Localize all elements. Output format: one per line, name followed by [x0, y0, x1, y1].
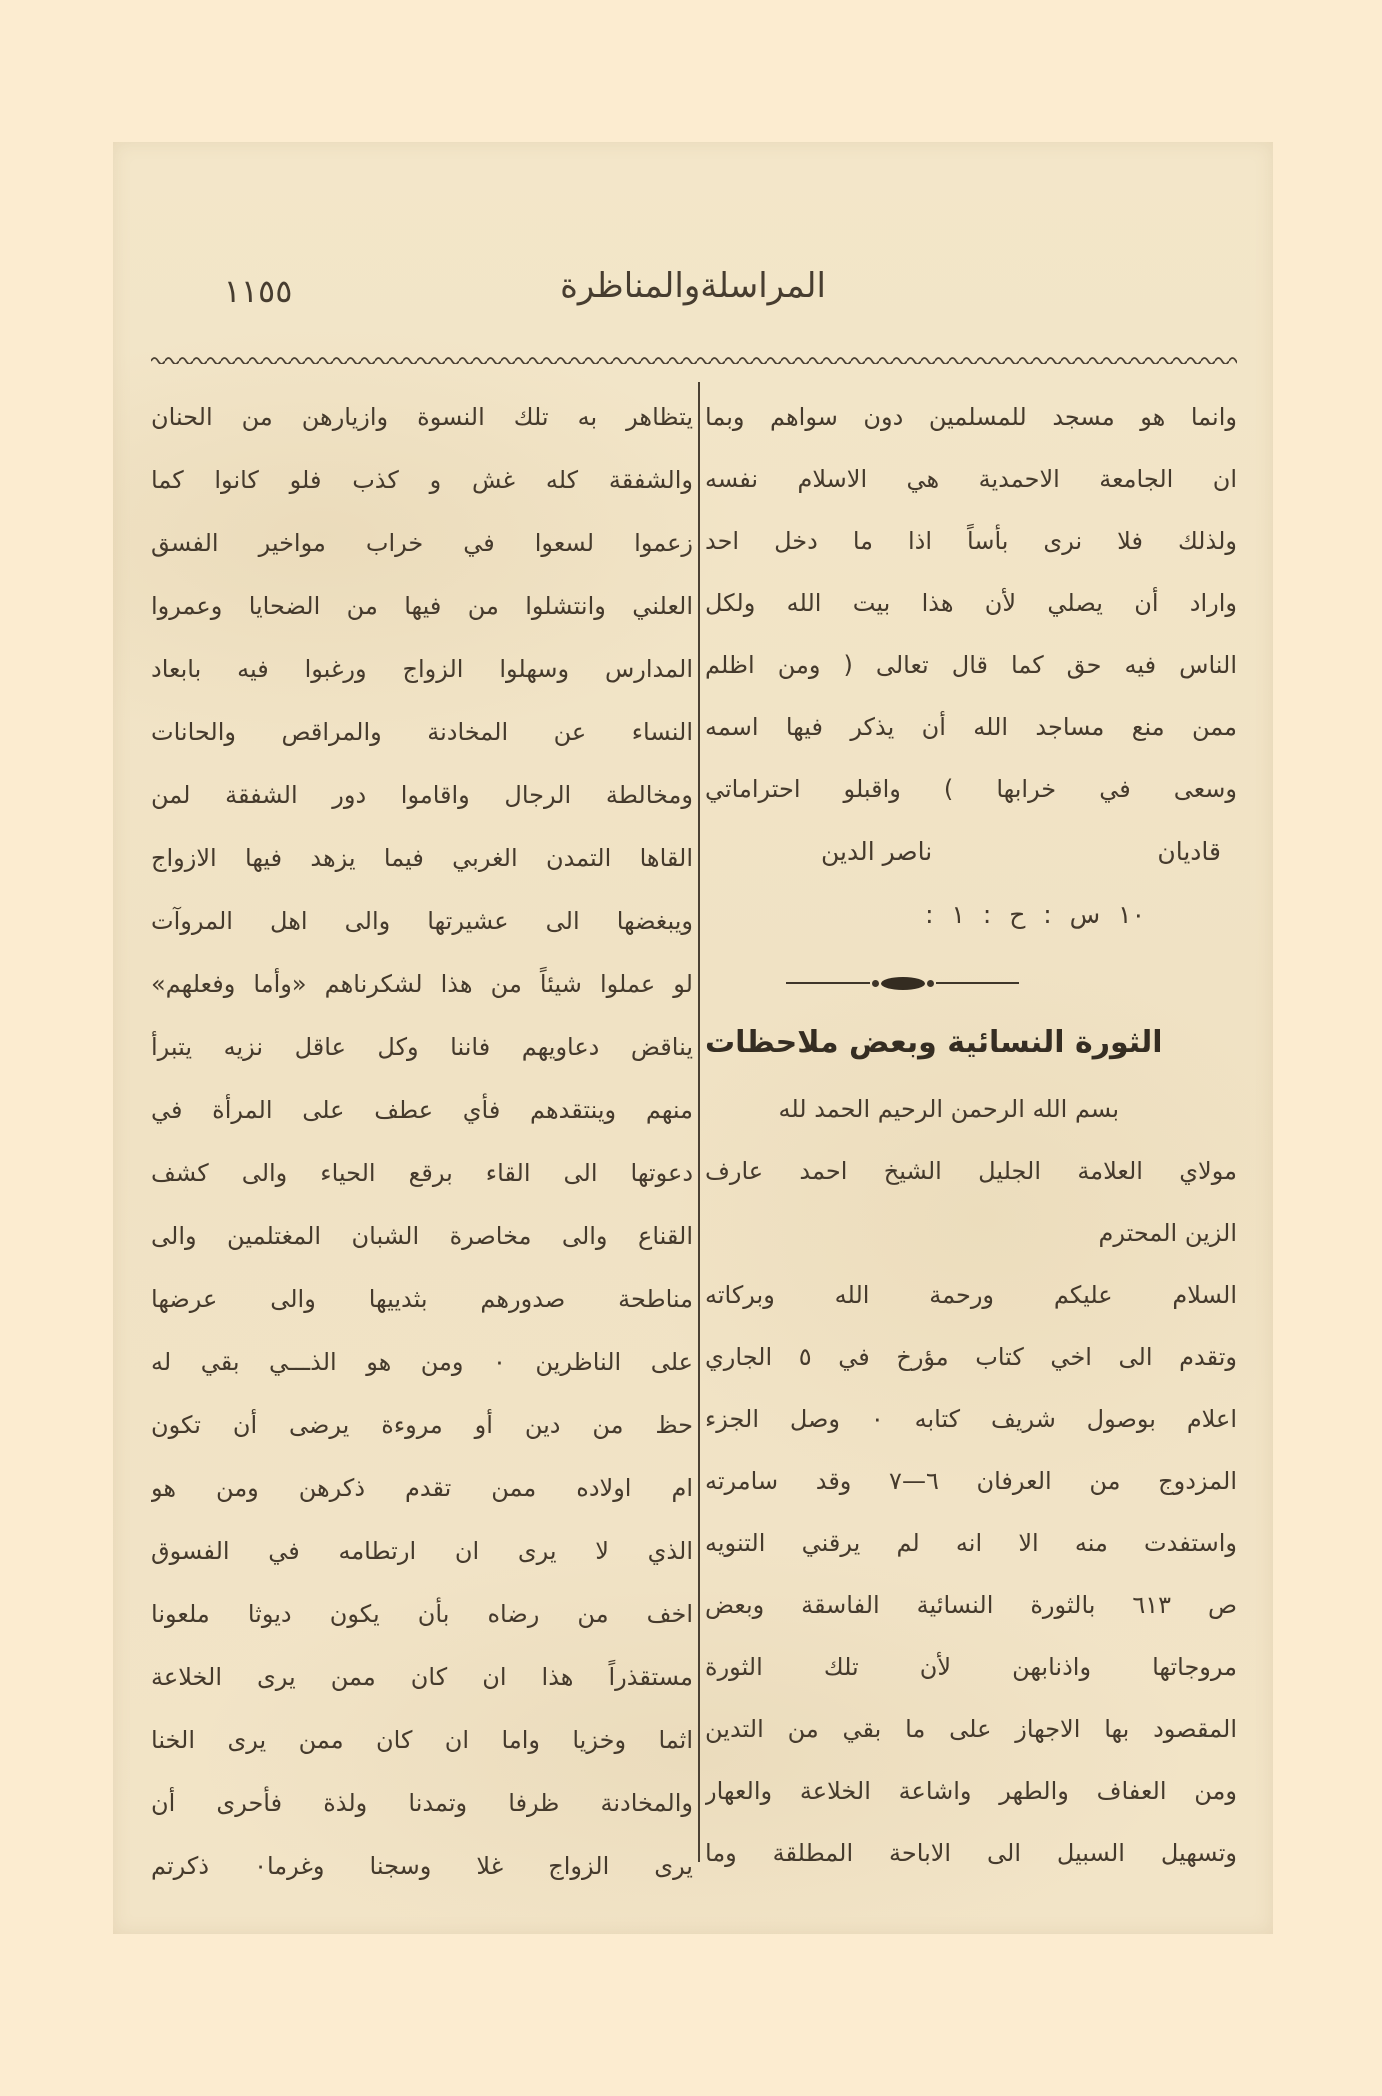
text-line: واستفدت منه الا انه لم يرقني التنويه — [705, 1529, 1237, 1557]
page-scan — [113, 142, 1273, 1934]
text-line: منهم وينتقدهم فأي عطف على المرأة في — [151, 1096, 693, 1124]
page-header-title: المراسلةوالمناظرة — [560, 266, 826, 306]
text-line: المدارس وسهلوا الزواج ورغبوا فيه بابعاد — [151, 655, 693, 683]
text-line: يرى الزواج غلا وسجنا وغرما٠ ذكرتم — [151, 1852, 693, 1880]
text-line: واراد أن يصلي لأن هذا بيت الله ولكل — [705, 589, 1237, 617]
text-line: القاها التمدن الغربي فيما يزهد فيها الازواج — [151, 844, 693, 872]
text-line: حظ من دين أو مروءة يرضى أن تكون — [151, 1411, 693, 1439]
text-line: ومخالطة الرجال واقاموا دور الشفقة لمن — [151, 781, 693, 809]
text-line: ام اولاده ممن تقدم ذكرهن ومن هو — [151, 1474, 693, 1502]
signature-place: قاديان — [1157, 837, 1221, 866]
text-line: وسعى في خرابها ) واقبلو احتراماتي — [705, 775, 1237, 803]
text-line: النساء عن المخادنة والمراقص والحانات — [151, 718, 693, 746]
text-line: على الناظرين ٠ ومن هو الذـــي بقي له — [151, 1348, 693, 1376]
text-line: مستقذراً هذا ان كان ممن يرى الخلاعة — [151, 1663, 693, 1691]
section-divider-ornament — [786, 976, 1019, 990]
text-line: والشفقة كله غش و كذب فلو كانوا كما — [151, 466, 693, 494]
text-line: وتقدم الى اخي كتاب مؤرخ في ٥ الجاري — [705, 1343, 1237, 1371]
reference-code-line: ١٠ س : ح : ١ : — [925, 900, 1145, 929]
right-text-column — [705, 386, 1237, 1884]
text-line: المقصود بها الاجهاز على ما بقي من التدين — [705, 1715, 1237, 1743]
page-number: ١١٥٥ — [223, 272, 293, 310]
signature-name: ناصر الدين — [821, 837, 933, 866]
text-line: زعموا لسعوا في خراب مواخير الفسق — [151, 529, 693, 557]
letter-body — [705, 1078, 1237, 1884]
left-text-column — [151, 386, 693, 1898]
text-line: ولذلك فلا نرى بأساً اذا ما دخل احد — [705, 527, 1237, 555]
text-line: لو عملوا شيئاً من هذا لشكرناهم «وأما وفعلهم» — [151, 970, 693, 998]
text-line: مولاي العلامة الجليل الشيخ احمد عارف — [705, 1157, 1237, 1185]
signature-row — [705, 820, 1237, 883]
ornament-line — [936, 982, 1020, 984]
text-line: وتسهيل السبيل الى الاباحة المطلقة وما — [705, 1839, 1237, 1867]
ornament-line — [786, 982, 870, 984]
text-line: اثما وخزيا واما ان كان ممن يرى الخنا — [151, 1726, 693, 1754]
text-line: السلام عليكم ورحمة الله وبركاته — [705, 1281, 1237, 1309]
text-line: ص ٦١٣ بالثورة النسائية الفاسقة وبعض — [705, 1591, 1237, 1619]
text-line: اخف من رضاه بأن يكون ديوثا ملعونا — [151, 1600, 693, 1628]
article-heading: الثورة النسائية وبعض ملاحظات — [705, 1025, 1163, 1060]
text-line: دعوتها الى القاء برقع الحياء والى كشف — [151, 1159, 693, 1187]
text-line: بسم الله الرحمن الرحيم الحمد لله — [778, 1095, 1119, 1123]
wavy-rule — [151, 354, 1237, 364]
ornament-dot — [872, 980, 879, 987]
text-line: مناطحة صدورهم بثدييها والى عرضها — [151, 1285, 693, 1313]
text-line: الذي لا يرى ان ارتطامه في الفسوق — [151, 1537, 693, 1565]
text-line: الزين المحترم — [1098, 1219, 1237, 1247]
text-line: ويبغضها الى عشيرتها والى اهل المروآت — [151, 907, 693, 935]
text-line: يناقض دعاويهم فاننا وكل عاقل نزيه يتبرأ — [151, 1033, 693, 1061]
text-line: ان الجامعة الاحمدية هي الاسلام نفسه — [705, 465, 1237, 493]
text-line: مروجاتها واذنابهن لأن تلك الثورة — [705, 1653, 1237, 1681]
text-line: العلني وانتشلوا من فيها من الضحايا وعمروا — [151, 592, 693, 620]
column-divider-rule — [698, 382, 700, 1862]
text-line: اعلام بوصول شريف كتابه ٠ وصل الجزء — [705, 1405, 1237, 1433]
text-line: ومن العفاف والطهر واشاعة الخلاعة والعهار — [705, 1777, 1237, 1805]
text-line: وانما هو مسجد للمسلمين دون سواهم وبما — [705, 403, 1237, 431]
ornament-oval — [881, 977, 925, 990]
text-line: الناس فيه حق كما قال تعالى ( ومن اظلم — [705, 651, 1237, 679]
ornament-dot — [927, 980, 934, 987]
text-line: ممن منع مساجد الله أن يذكر فيها اسمه — [705, 713, 1237, 741]
text-line: والمخادنة ظرفا وتمدنا ولذة فأحرى أن — [151, 1789, 693, 1817]
text-line: القناع والى مخاصرة الشبان المغتلمين والى — [151, 1222, 693, 1250]
text-line: المزدوج من العرفان ٦—٧ وقد سامرته — [705, 1467, 1237, 1495]
text-line: يتظاهر به تلك النسوة وازيارهن من الحنان — [151, 403, 693, 431]
